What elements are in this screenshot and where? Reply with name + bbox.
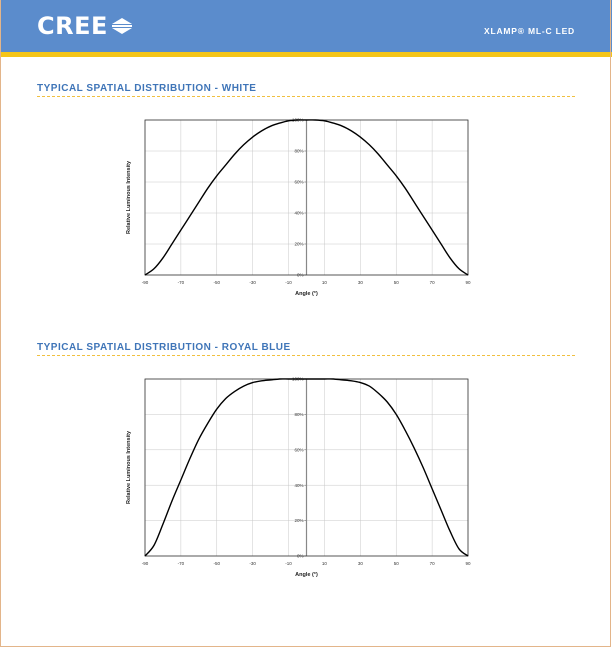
chart-1-x-tick-label: 30 — [357, 561, 363, 566]
chart-1-x-tick-label: -30 — [249, 561, 256, 566]
section-title-white: TYPICAL SPATIAL DISTRIBUTION - WHITE — [37, 83, 257, 94]
chart-0-x-tick-label: -50 — [213, 280, 221, 285]
chart-0-x-tick-label: 50 — [393, 280, 399, 285]
spatial-distribution-chart-white — [0, 110, 612, 305]
chart-0-y-tick-label: 60% — [294, 179, 304, 185]
chart-0-x-tick-label: 30 — [357, 280, 363, 285]
chart-1-x-tick-label: 10 — [321, 561, 327, 566]
chart-1-y-tick-label: 60% — [294, 447, 304, 453]
header-stripe — [0, 52, 612, 57]
chart-0-y-tick-label: 20% — [294, 241, 304, 247]
section-title-royal-blue: TYPICAL SPATIAL DISTRIBUTION - ROYAL BLUE — [37, 342, 291, 353]
chart-1-x-axis-label: Angle (°) — [295, 572, 318, 578]
chart-0-y-tick-label: 100% — [291, 117, 304, 123]
chart-1-y-tick-label: 20% — [294, 518, 304, 524]
chart-0-x-tick-label: -30 — [249, 280, 256, 285]
section-rule-white — [37, 96, 575, 97]
product-name: XLAMP® ML-C LED — [484, 26, 575, 36]
cree-logo — [37, 13, 132, 39]
chart-1-y-axis-label: Relative Luminous Intensity — [126, 430, 132, 505]
chart-1-x-tick-label: -70 — [177, 561, 185, 566]
chart-1-y-tick-label: 80% — [294, 412, 304, 417]
chart-1-y-tick-label: 0% — [296, 553, 304, 559]
brand-name: CREE — [37, 12, 108, 40]
cree-logo-mark-icon — [112, 18, 132, 34]
chart-1-x-tick-label: -90 — [141, 561, 149, 566]
chart-0-x-tick-label: 10 — [321, 280, 327, 285]
chart-1-y-tick-label: 40% — [294, 482, 304, 488]
chart-0-y-axis-label: Relative Luminous Intensity — [126, 160, 132, 235]
section-rule-royal-blue — [37, 355, 575, 356]
chart-0-x-tick-label: 70 — [429, 280, 435, 285]
chart-1-x-tick-label: 90 — [465, 561, 471, 566]
chart-1-x-tick-label: -50 — [213, 561, 221, 566]
chart-0-x-tick-label: -10 — [285, 280, 292, 285]
chart-1-y-tick-label: 100% — [291, 376, 304, 382]
chart-0-x-tick-label: -70 — [177, 280, 185, 285]
chart-0-y-tick-label: 40% — [294, 210, 304, 216]
chart-0-x-tick-label: 90 — [465, 280, 471, 285]
chart-1-x-tick-label: 50 — [393, 561, 399, 566]
chart-0-y-tick-label: 80% — [294, 148, 304, 154]
spatial-distribution-chart-royal-blue — [0, 370, 612, 590]
chart-1-x-tick-label: 70 — [429, 561, 435, 566]
chart-1-x-tick-label: -10 — [285, 561, 292, 566]
chart-0-x-tick-label: -90 — [141, 280, 149, 285]
chart-0-x-axis-label: Angle (°) — [295, 291, 318, 297]
chart-0-y-tick-label: 0% — [296, 272, 304, 278]
